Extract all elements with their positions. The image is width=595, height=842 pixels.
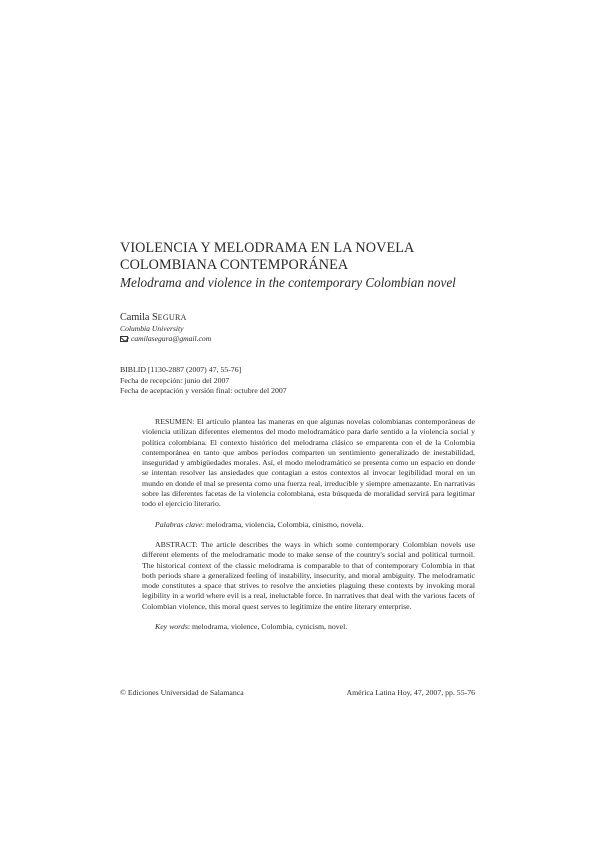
- author-name: [120, 312, 211, 324]
- key-words-paragraph: [142, 622, 475, 632]
- abstracts-section: [142, 417, 475, 632]
- reception-date: Fecha de recepción: junio del 2007: [120, 375, 230, 385]
- title-block: [120, 240, 490, 291]
- key-words-text: : melodrama, violence, Colombia, cynicism, novel.: [187, 622, 348, 632]
- resumen-text: El artículo plantea las maneras en que algunas novelas colombianas contemporáneas de violencia utilizan diferentes elementos del modo melodramático para darle sentido a la violencia social y política colombiana. El contexto histórico del melodrama clásico se emparenta con el de la Colombia contemporánea en tanto que ambos periodos comparten un sentimiento generalizado de inestabilidad, inseguridad y ambigüedades morales. Así, el modo melodramático se presenta como un espacio en donde se intentan resolver las ansiedades que contagian a estos contextos al invocar legibilidad moral en un mundo en donde el mal se presenta como una fuerza real, irreducible y siempre amenazante. En narrativas sobre las diferentes facetas de la violencia colombiana, esta búsqueda de moralidad servirá para legitimar todo el ejercicio literario.: [142, 417, 475, 509]
- author-block: [120, 312, 211, 344]
- author-email[interactable]: camilasegura@gmail.com: [131, 334, 212, 343]
- resumen-label: RESUMEN:: [155, 417, 195, 426]
- author-last-name: SEGURA: [151, 312, 187, 323]
- title-line-1: VIOLENCIA Y MELODRAMA EN LA NOVELA: [120, 240, 415, 256]
- title-line-2: COLOMBIANA CONTEMPORÁNEA: [120, 257, 349, 273]
- article-subtitle: Melodrama and violence in the contemporary Colombian novel: [120, 275, 456, 290]
- footer-publisher: © Ediciones Universidad de Salamanca: [120, 688, 244, 697]
- palabras-clave-label: Palabras clave: [155, 519, 202, 529]
- resumen-paragraph: [142, 417, 475, 510]
- article-title: [120, 240, 490, 274]
- page-footer: [120, 688, 475, 697]
- biblid-line: BIBLID [1130-2887 (2007) 47, 55-76]: [120, 365, 242, 374]
- footer-citation: América Latina Hoy, 47, 2007, pp. 55-76: [346, 688, 475, 697]
- abstract-paragraph: [142, 540, 475, 612]
- author-email-row: [120, 334, 211, 344]
- abstract-label: ABSTRACT:: [155, 539, 198, 549]
- acceptance-date: Fecha de aceptación y versión final: octubre del 2007: [120, 386, 287, 395]
- envelope-icon: [120, 336, 128, 342]
- author-first-name: Camila: [120, 312, 150, 323]
- author-affiliation: Columbia University: [120, 324, 184, 333]
- key-words-label: Key words: [155, 622, 188, 632]
- abstract-text: The article describes the ways in which some contemporary Colombian novels use different elements of the melodramatic mode to make sense of the country's social and political turmoil. The historical context of the classic melodrama is comparable to that of contemporary Colombia in that both periods share a generalized feeling of instability, insecurity, and moral ambiguity. The melodramatic mode constitutes a space that strives to resolve the anxieties plaguing these contexts by invoking moral legibility in a world where evil is a real, ineluctable force. In narratives that deal with the various facets of Colombian violence, this moral quest serves to legitimize the entire literary enterprise.: [142, 539, 475, 611]
- palabras-clave-text: : melodrama, violencia, Colombia, cinismo, novela.: [202, 519, 364, 529]
- biblid-block: [120, 365, 287, 397]
- palabras-clave-paragraph: [142, 520, 475, 530]
